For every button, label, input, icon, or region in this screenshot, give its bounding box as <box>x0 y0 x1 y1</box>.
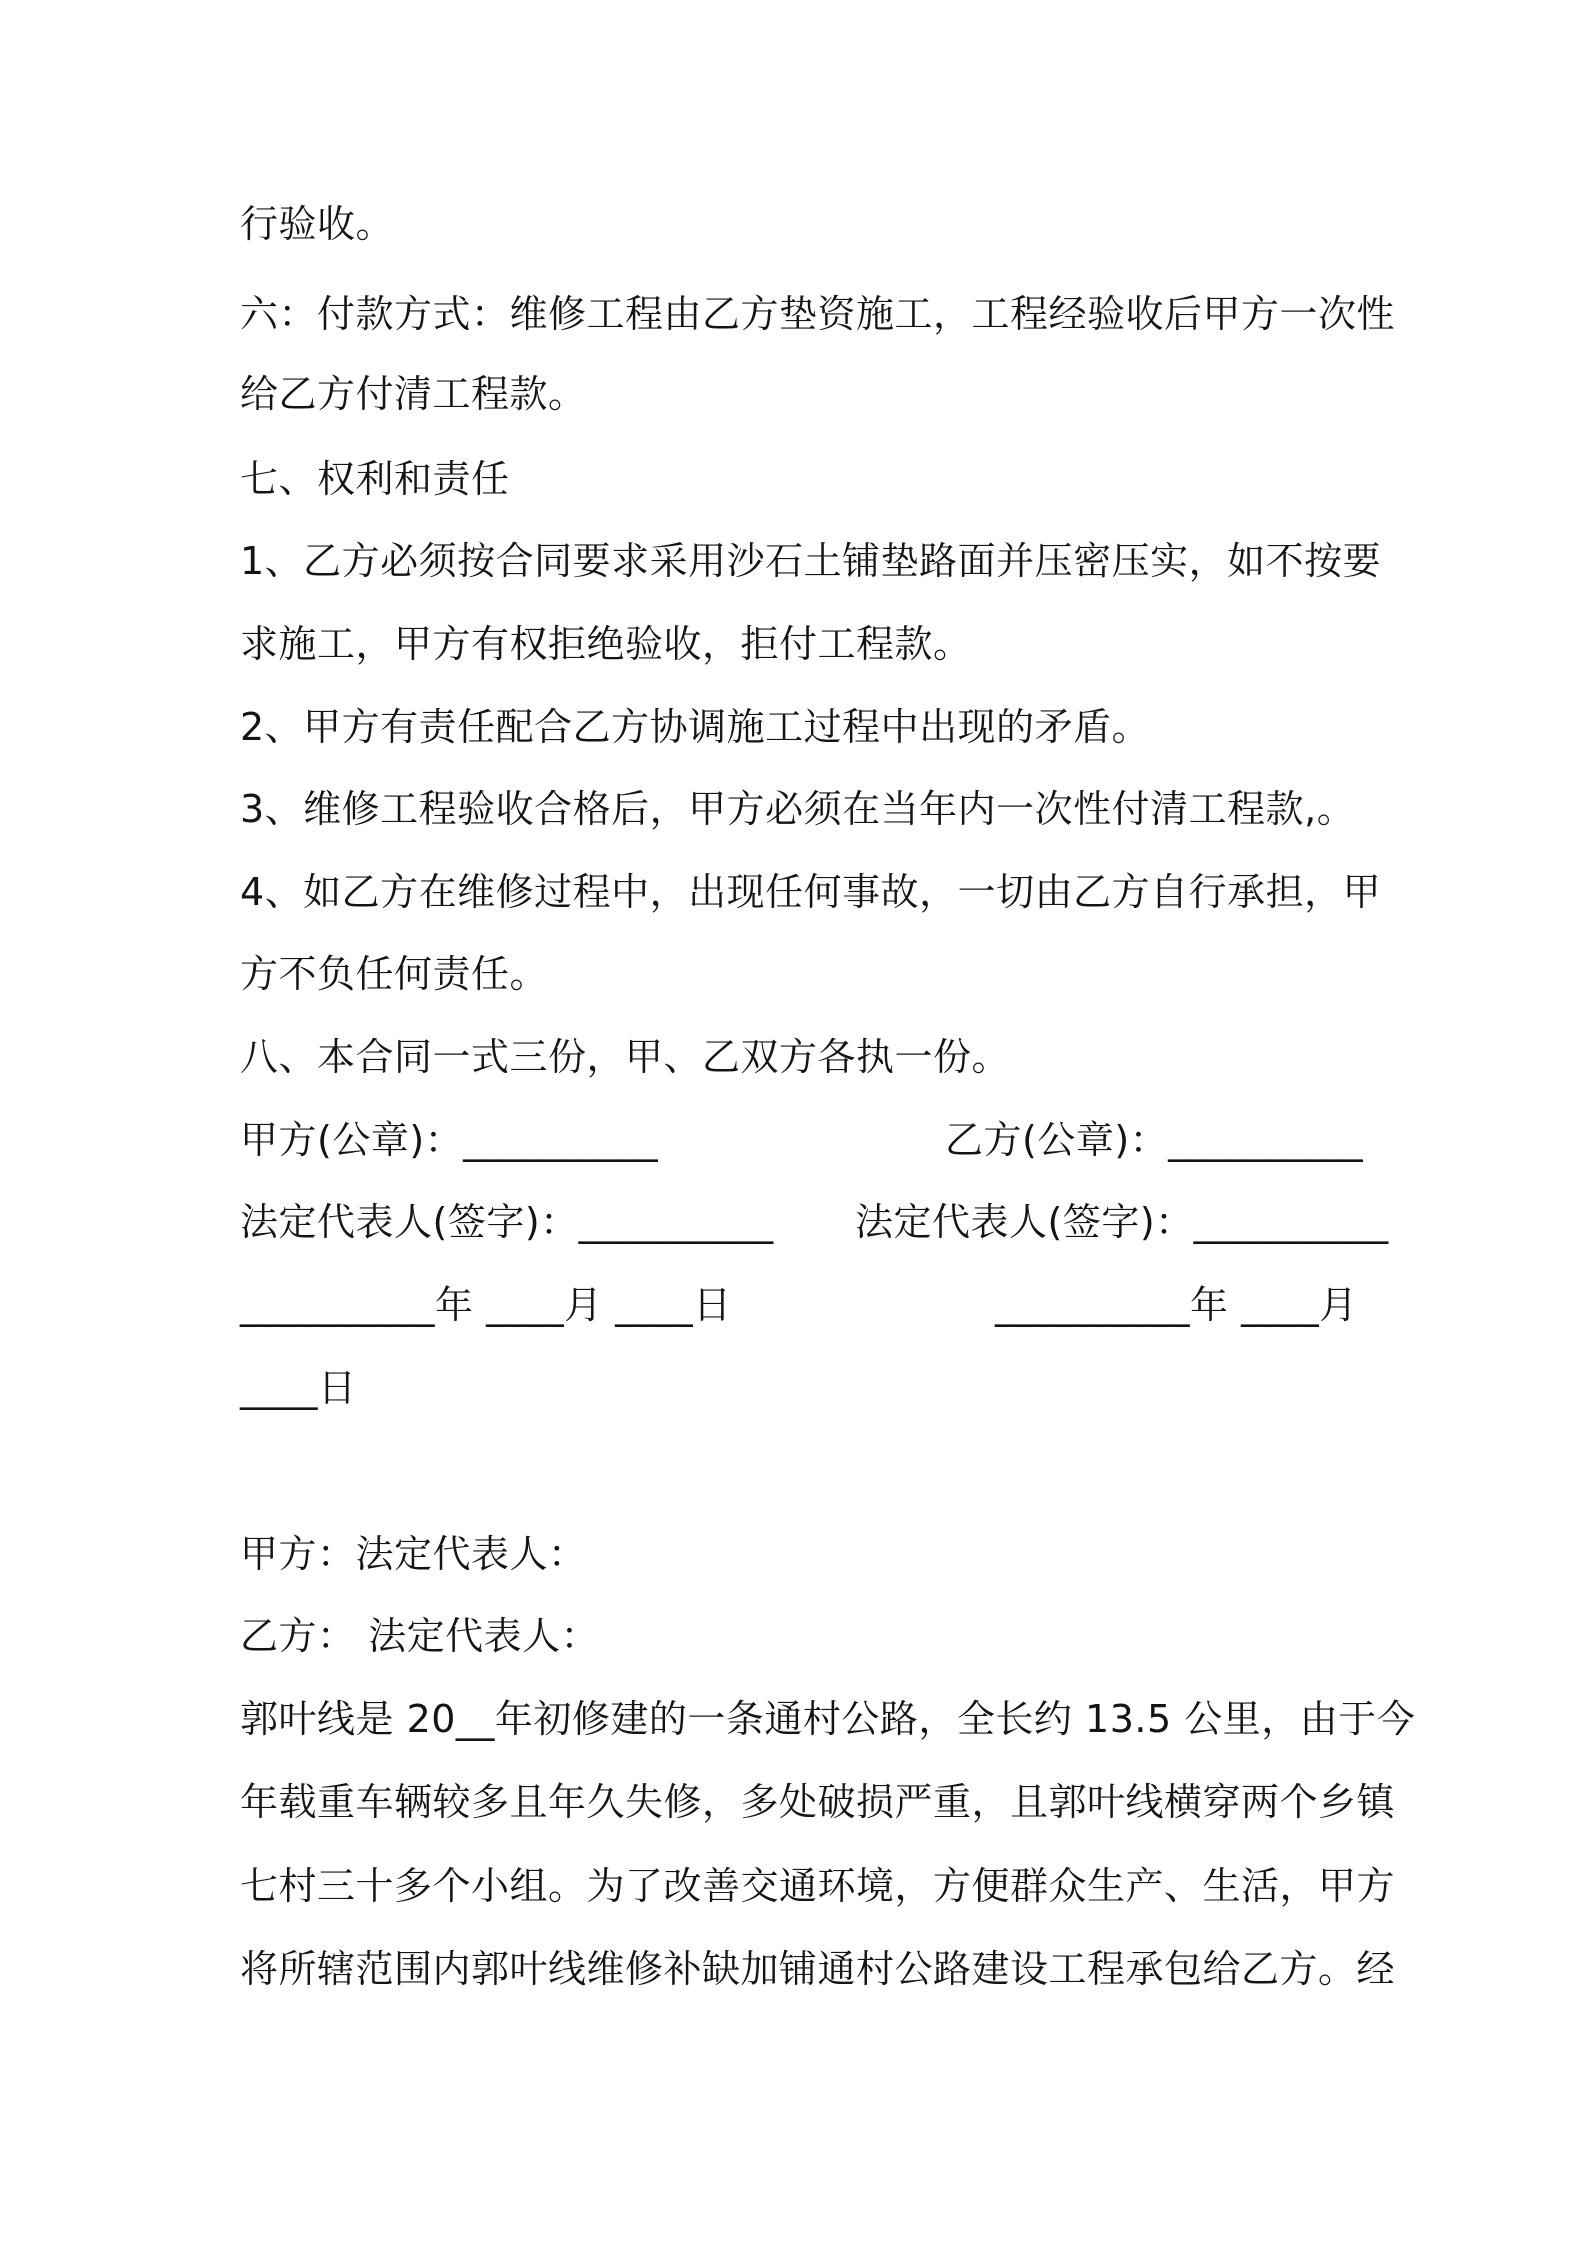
party-b-representative: 法定代表人(签字)：__________ <box>855 1200 1389 1244</box>
party-a-date: __________年 ____月 ____日 <box>240 1283 732 1327</box>
paragraph-line-3: 七村三十多个小组。为了改善交通环境，方便群众生产、生活，甲方 <box>240 1864 1396 1908</box>
section-six-payment: 六：付款方式：维修工程由乙方垫资施工，工程经验收后甲方一次性 <box>240 292 1396 336</box>
clause-4: 4、如乙方在维修过程中，出现任何事故，一切由乙方自行承担，甲 <box>240 870 1382 914</box>
paragraph-line-2: 年载重车辆较多且年久失修，多处破损严重，且郭叶线横穿两个乡镇 <box>240 1780 1396 1824</box>
party-b-date-day: ____日 <box>240 1366 357 1410</box>
clause-3: 3、维修工程验收合格后，甲方必须在当年内一次性付清工程款,。 <box>240 787 1356 831</box>
party-b-seal: 乙方(公章)：__________ <box>945 1118 1364 1162</box>
paragraph-line-1: 郭叶线是 20__年初修建的一条通村公路，全长约 13.5 公里，由于今 <box>240 1697 1416 1741</box>
clause-1: 1、乙方必须按合同要求采用沙石土铺垫路面并压密压实，如不按要 <box>240 539 1382 583</box>
party-a-seal: 甲方(公章)：__________ <box>240 1118 659 1162</box>
clause-1-cont: 求施工，甲方有权拒绝验收，拒付工程款。 <box>240 622 972 666</box>
party-a-representative: 法定代表人(签字)：__________ <box>240 1200 774 1244</box>
party-b-label: 乙方： 法定代表人： <box>240 1614 600 1658</box>
clause-2: 2、甲方有责任配合乙方协调施工过程中出现的矛盾。 <box>240 705 1151 749</box>
paragraph-line-4: 将所辖范围内郭叶线维修补缺加铺通村公路建设工程承包给乙方。经 <box>240 1947 1396 1991</box>
section-seven-heading: 七、权利和责任 <box>240 457 510 501</box>
text-line-3: 给乙方付清工程款。 <box>240 372 587 416</box>
section-eight: 八、本合同一式三份，甲、乙双方各执一份。 <box>240 1035 1011 1079</box>
clause-4-cont: 方不负任何责任。 <box>240 952 549 996</box>
party-a-label: 甲方：法定代表人： <box>240 1532 587 1576</box>
party-b-date: __________年 ____月 <box>995 1283 1358 1327</box>
text-line-1: 行验收。 <box>240 202 395 246</box>
